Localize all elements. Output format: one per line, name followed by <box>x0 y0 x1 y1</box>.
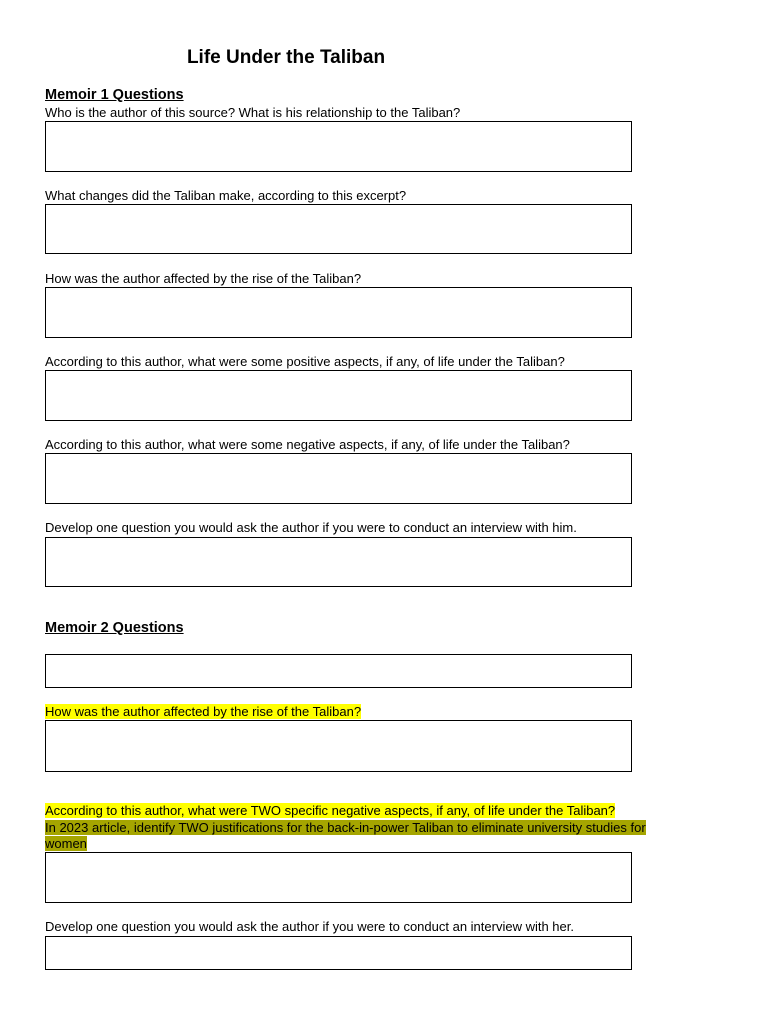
memoir-2-question-affected <box>45 704 361 720</box>
memoir-2-question-article-text: In 2023 article, identify TWO justifications for the back-in-power Taliban to eliminate university studies for women <box>45 820 646 851</box>
memoir-2-answer-box-4[interactable] <box>45 936 632 970</box>
memoir-2-question-article <box>45 820 690 852</box>
memoir-1-question-4: According to this author, what were some positive aspects, if any, of life under the Taliban? <box>45 354 565 369</box>
memoir-1-answer-box-3[interactable] <box>45 287 632 338</box>
memoir-1-answer-box-6[interactable] <box>45 537 632 587</box>
memoir-2-question-negative <box>45 803 615 819</box>
memoir-2-heading: Memoir 2 Questions <box>45 620 184 636</box>
memoir-1-question-5: According to this author, what were some negative aspects, if any, of life under the Taliban? <box>45 437 570 452</box>
memoir-2-answer-box-1[interactable] <box>45 654 632 688</box>
memoir-1-answer-box-2[interactable] <box>45 204 632 254</box>
memoir-1-question-3: How was the author affected by the rise of the Taliban? <box>45 271 362 286</box>
memoir-1-heading: Memoir 1 Questions <box>45 87 184 103</box>
memoir-1-answer-box-1[interactable] <box>45 121 632 172</box>
memoir-1-question-6: Develop one question you would ask the author if you were to conduct an interview with him. <box>45 520 577 535</box>
memoir-2-question-interview: Develop one question you would ask the author if you were to conduct an interview with her. <box>45 919 574 934</box>
memoir-2-answer-box-3[interactable] <box>45 852 632 903</box>
memoir-1-question-2: What changes did the Taliban make, according to this excerpt? <box>45 188 407 203</box>
page-title: Life Under the Taliban <box>186 47 386 68</box>
memoir-1-answer-box-4[interactable] <box>45 370 632 421</box>
memoir-1-answer-box-5[interactable] <box>45 453 632 504</box>
memoir-2-question-affected-text: How was the author affected by the rise of the Taliban? <box>45 704 362 719</box>
memoir-2-question-negative-text: According to this author, what were TWO specific negative aspects, if any, of life under the Taliban? <box>45 803 616 818</box>
memoir-2-answer-box-2[interactable] <box>45 720 632 772</box>
memoir-1-question-1: Who is the author of this source? What is his relationship to the Taliban? <box>45 105 461 120</box>
